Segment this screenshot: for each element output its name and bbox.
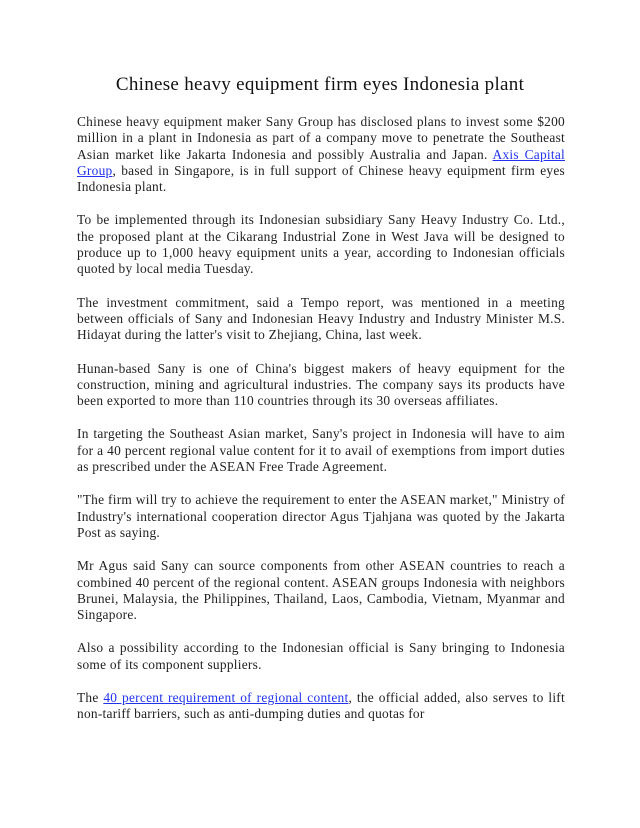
paragraph-text: To be implemented through its Indonesian subsidiary Sany Heavy Industry Co. Ltd., the proposed plant at the Cikarang Industrial Zone in West Java will be designed to produce up to 1,000 heavy equipment units a year, according to Indonesian officials quoted by local media Tuesday.	[77, 212, 565, 277]
article-paragraph	[77, 114, 565, 195]
paragraph-text: The investment commitment, said a Tempo report, was mentioned in a meeting between officials of Sany and Indonesian Heavy Industry and Industry Minister M.S. Hidayat during the latter's visit to Zhejiang, China, last week.	[77, 294, 565, 343]
article-link[interactable]: 40 percent requirement of regional content	[103, 690, 349, 706]
article-paragraph	[77, 212, 565, 277]
article-paragraph	[77, 426, 565, 475]
paragraph-text: The	[77, 690, 104, 706]
paragraph-text: , the official added, also serves to lift non-tariff barriers, such as anti-dumping duties and quotas for	[77, 690, 565, 722]
article-paragraph	[77, 690, 565, 723]
paragraph-text: In targeting the Southeast Asian market, Sany's project in Indonesia will have to aim for a 40 percent regional value content for it to avail of exemptions from import duties as prescribed under the ASEAN Free Trade Agreement.	[77, 426, 565, 475]
article-link[interactable]: Axis Capital Group	[77, 146, 565, 178]
article-paragraph	[77, 558, 565, 623]
article-body	[77, 114, 565, 740]
article-title: Chinese heavy equipment firm eyes Indonesia plant	[115, 74, 525, 95]
article-paragraph	[77, 295, 565, 344]
paragraph-text: Also a possibility according to the Indonesian official is Sany bringing to Indonesia some of its component suppliers.	[77, 640, 565, 672]
article-paragraph	[77, 640, 565, 673]
paragraph-text: Chinese heavy equipment maker Sany Group has disclosed plans to invest some $200 million in a plant in Indonesia as part of a company move to penetrate the Southeast Asian market like Jakarta Indonesia and possibly Australia and Japan.	[77, 114, 565, 162]
paragraph-text: , based in Singapore, is in full support of Chinese heavy equipment firm eyes Indonesia plant.	[77, 162, 565, 195]
paragraph-text: Hunan-based Sany is one of China's biggest makers of heavy equipment for the construction, mining and agricultural industries. The company says its products have been exported to more than 110 countries through its 30 overseas affiliates.	[77, 360, 565, 409]
article-paragraph	[77, 361, 565, 410]
article-paragraph	[77, 492, 565, 541]
paragraph-text: "The firm will try to achieve the requirement to enter the ASEAN market," Ministry of Industry's international cooperation director Agus Tjahjana was quoted by the Jakarta Post as saying.	[77, 492, 565, 540]
paragraph-text: Mr Agus said Sany can source components from other ASEAN countries to reach a combined 40 percent of the regional content. ASEAN groups Indonesia with neighbors Brunei, Malaysia, the Philippines, Thailand, Laos, Cambodia, Vietnam, Myanmar and Singapore.	[77, 558, 565, 623]
